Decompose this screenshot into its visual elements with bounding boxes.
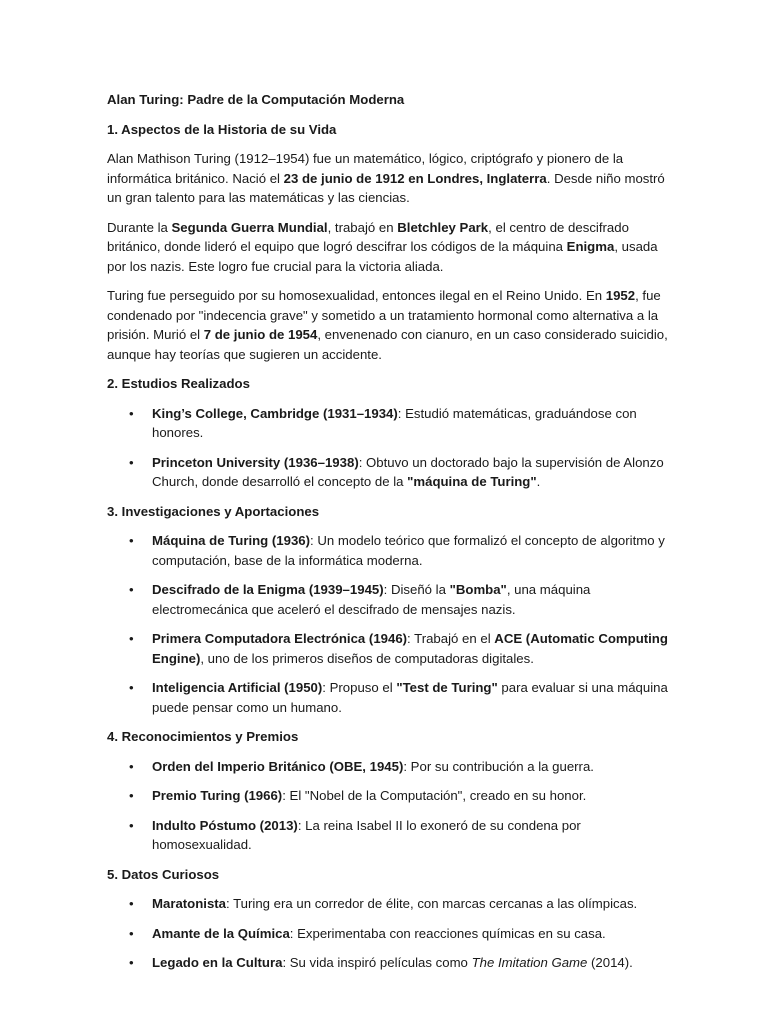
paragraph-life-2: Durante la Segunda Guerra Mundial, trabajó en Bletchley Park, el centro de descifrado británico, donde lideró el equipo que logró descifrar los códigos de la máquina Enigma, usada por los nazis. Este logro fue crucial para la victoria aliada. <box>107 219 658 274</box>
bullet-icon: • <box>129 680 134 695</box>
section-heading-research: 3. Investigaciones y Aportaciones <box>107 503 320 519</box>
bullet-icon: • <box>129 925 134 941</box>
bullet-icon: • <box>129 533 134 548</box>
bullet-icon: • <box>129 788 134 803</box>
list-research <box>107 531 668 717</box>
bullet-icon: • <box>129 758 134 774</box>
list-item: • Inteligencia Artificial (1950): Propuso el "Test de Turing" para evaluar si una máquina puede pensar como un humano. <box>129 680 668 715</box>
list-item: • Máquina de Turing (1936): Un modelo teórico que formalizó el concepto de algoritmo y computación, base de la informática moderna. <box>129 533 665 568</box>
bullet-icon: • <box>129 454 134 470</box>
list-awards <box>107 757 668 855</box>
list-item: • Amante de la Química: Experimentaba con reacciones químicas en su casa. <box>107 924 668 944</box>
bullet-icon: • <box>129 817 134 833</box>
list-trivia <box>107 894 668 973</box>
section-heading-trivia: 5. Datos Curiosos <box>107 866 220 882</box>
list-item: • Descifrado de la Enigma (1939–1945): Diseñó la "Bomba", una máquina electromecánica que aceleró el descifrado de mensajes nazis. <box>129 582 591 617</box>
paragraph-life-1: Alan Mathison Turing (1912–1954) fue un matemático, lógico, criptógrafo y pionero de la informática británico. Nació el 23 de junio de 1912 en Londres, Inglaterra. Desde niño mostró un gran talento para las matemáticas y las ciencias. <box>107 151 665 205</box>
list-item: • Primera Computadora Electrónica (1946): Trabajó en el ACE (Automatic Computing Engine), uno de los primeros diseños de computadoras digitales. <box>129 631 668 666</box>
list-item: • Legado en la Cultura: Su vida inspiró películas como The Imitation Game (2014). <box>107 953 668 973</box>
list-item: • Princeton University (1936–1938): Obtuvo un doctorado bajo la supervisión de Alonzo Church, donde desarrolló el concepto de la "máquina de Turing". <box>129 454 664 489</box>
bullet-icon: • <box>129 955 134 970</box>
list-item: • King’s College, Cambridge (1931–1934): Estudió matemáticas, graduándose con honores. <box>129 405 637 440</box>
bullet-icon: • <box>129 582 134 597</box>
bullet-icon: • <box>129 896 134 911</box>
paragraph-life-3: Turing fue perseguido por su homosexualidad, entonces ilegal en el Reino Unido. En 1952, fue condenado por "indecencia grave" y sometido a un tratamiento hormonal como alternativa a la prisión. Murió el 7 de junio de 1954, envenenado con cianuro, en un caso considerado suicidio, aunque hay teorías que sugieren un accidente. <box>107 288 668 362</box>
list-item: • Premio Turing (1966): El "Nobel de la Computación", creado en su honor. <box>107 786 668 806</box>
bullet-icon: • <box>129 405 134 421</box>
list-item: • Orden del Imperio Británico (OBE, 1945): Por su contribución a la guerra. <box>107 757 668 777</box>
section-heading-studies: 2. Estudios Realizados <box>107 376 250 391</box>
bullet-icon: • <box>129 631 134 646</box>
list-item: • Maratonista: Turing era un corredor de élite, con marcas cercanas a las olímpicas. <box>107 894 668 914</box>
section-heading-awards: 4. Reconocimientos y Premios <box>107 729 299 744</box>
document-title: Alan Turing: Padre de la Computación Moderna <box>107 92 405 107</box>
list-studies <box>107 404 668 492</box>
section-heading-life: 1. Aspectos de la Historia de su Vida <box>107 121 337 137</box>
list-item: • Indulto Póstumo (2013): La reina Isabel II lo exoneró de su condena por homosexualidad. <box>129 817 581 852</box>
